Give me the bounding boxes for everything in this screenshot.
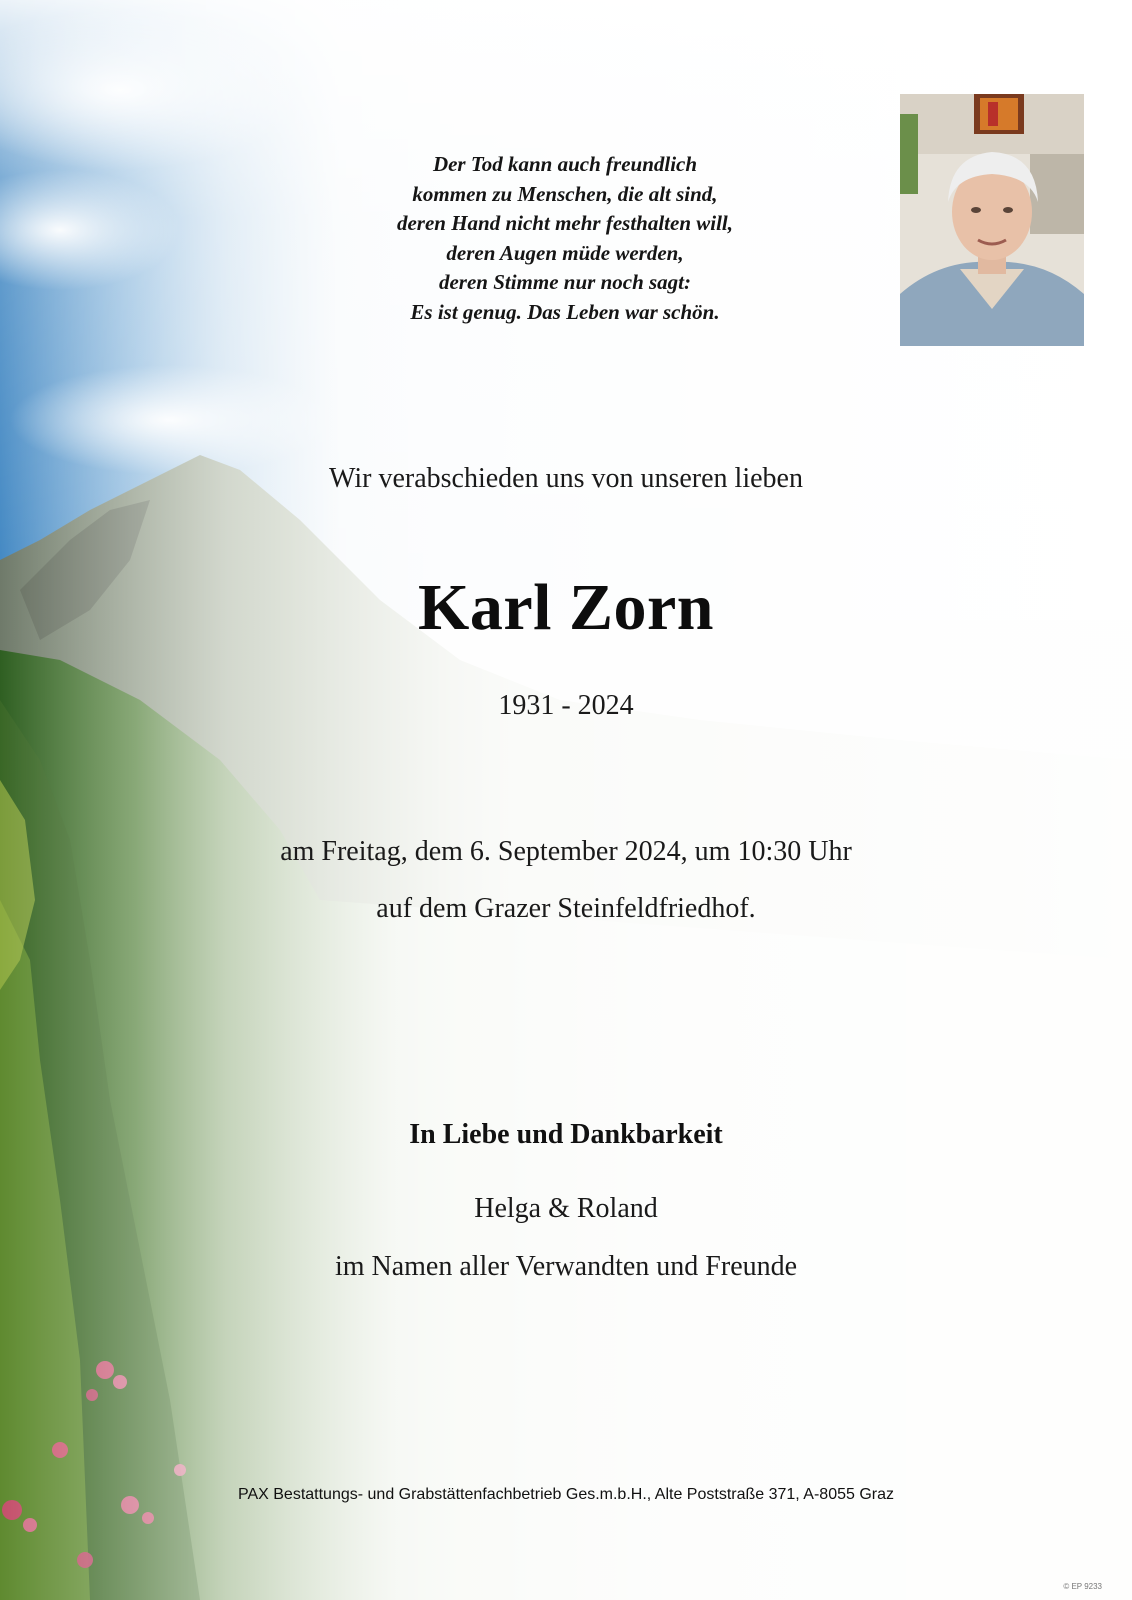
poem-line: deren Hand nicht mehr festhalten will, [396,211,734,235]
life-years: 1931 - 2024 [498,690,634,721]
poem-line: deren Stimme nur noch sagt: [438,270,692,294]
deceased-name: Karl Zorn [418,571,714,644]
poem [260,150,870,327]
poem-line: deren Augen müde werden, [446,240,684,265]
portrait-photo [900,94,1084,346]
dedication: In Liebe und Dankbarkeit [409,1119,723,1150]
funeral-home-footer: PAX Bestattungs- und Grabstättenfachbetrieb Ges.m.b.H., Alte Poststraße 371, A-8055 Graz [237,1486,895,1503]
poem-line: Der Tod kann auch freundlich [432,152,698,176]
poem-line: Es ist genug. Das Leben war schön. [410,299,720,324]
service-date: am Freitag, dem 6. September 2024, um 10:30 Uhr [280,836,852,867]
document-code: © EP 9233 [1063,1582,1102,1591]
farewell-intro: Wir verabschieden uns von unseren lieben [329,463,803,494]
service-location: auf dem Grazer Steinfeldfriedhof. [376,893,756,924]
family-line: im Namen aller Verwandten und Freunde [334,1251,798,1282]
poem-line: kommen zu Menschen, die alt sind, [412,181,718,206]
mourner-names: Helga & Roland [474,1193,658,1224]
